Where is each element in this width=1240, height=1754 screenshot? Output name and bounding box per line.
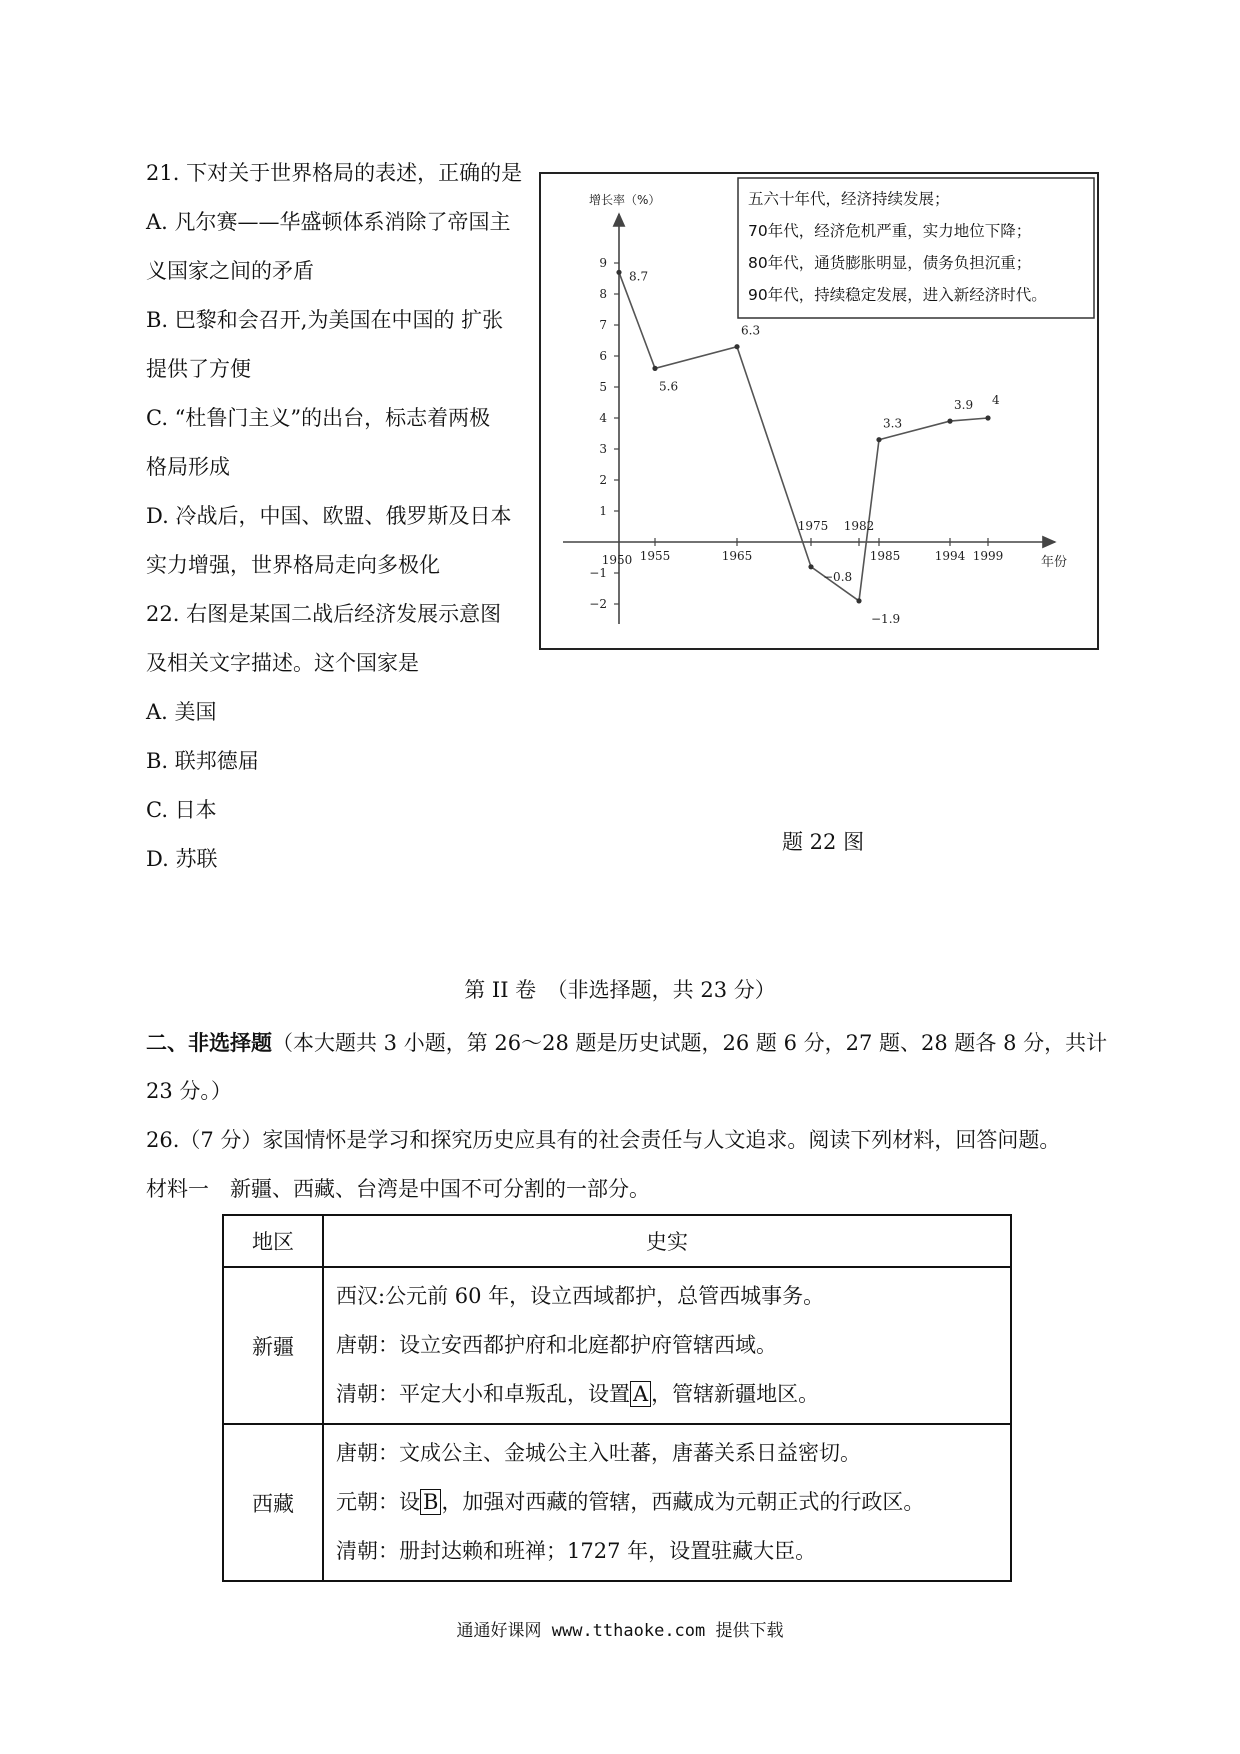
data-point bbox=[734, 344, 739, 349]
fact-text: 清朝：平定大小和卓叛乱，设置 bbox=[336, 1382, 630, 1406]
x-axis-label: 年份 bbox=[1041, 555, 1068, 570]
y-tick-label: 6 bbox=[599, 349, 607, 363]
y-tick-label: 2 bbox=[599, 473, 607, 487]
series-line bbox=[619, 272, 988, 601]
fact-line: 唐朝：设立安西都护府和北庭都护府管辖西域。 bbox=[336, 1333, 777, 1357]
x-tick-label: 1955 bbox=[639, 549, 671, 563]
material1-text: 材料一 新疆、西藏、台湾是中国不可分割的一部分。 bbox=[146, 1177, 650, 1201]
data-point bbox=[652, 366, 657, 371]
table-row bbox=[223, 1267, 1011, 1424]
table-cell-region: 新疆 bbox=[223, 1267, 323, 1424]
annotation-line: 五六十年代，经济持续发展； bbox=[748, 190, 950, 208]
q22-stem-line2: 及相关文字描述。这个国家是 bbox=[146, 651, 419, 675]
y-tick-label: 9 bbox=[599, 256, 607, 270]
part2-intro: （本大题共 3 小题，第 26～28 题是历史试题，26 题 6 分，27 题、28 题各 8 分，共计 bbox=[272, 1031, 1108, 1055]
figure-caption: 题 22 图 bbox=[782, 830, 865, 854]
table-header-facts: 史实 bbox=[323, 1215, 1011, 1267]
q21-option-a-line2: 义国家之间的矛盾 bbox=[146, 259, 314, 283]
q22-option-b: B. 联邦德届 bbox=[146, 749, 259, 773]
y-tick-label: 7 bbox=[599, 318, 607, 332]
data-point bbox=[856, 598, 861, 603]
table-cell-region: 西藏 bbox=[223, 1424, 323, 1581]
q22-option-a: A. 美国 bbox=[146, 700, 217, 724]
data-point bbox=[808, 564, 813, 569]
table-header-region: 地区 bbox=[223, 1215, 323, 1267]
fact-line bbox=[336, 1478, 998, 1527]
annotation-line: 70年代，经济危机严重，实力地位下降； bbox=[748, 222, 1032, 240]
data-label: −0.8 bbox=[823, 569, 853, 584]
q21-stem: 21. 下对关于世界格局的表述，正确的是 bbox=[146, 161, 523, 185]
table-row bbox=[223, 1424, 1011, 1581]
fact-text: 元朝：设 bbox=[336, 1490, 420, 1514]
data-label: 8.7 bbox=[629, 269, 649, 284]
annotation-line: 90年代，持续稳定发展，进入新经济时代。 bbox=[748, 286, 1047, 304]
q21-option-d-line1: D. 冷战后，中国、欧盟、俄罗斯及日本 bbox=[146, 504, 512, 528]
y-tick-label: 3 bbox=[599, 442, 607, 456]
x-tick-label: 1982 bbox=[843, 519, 875, 533]
fact-text: ，加强对西藏的管辖，西藏成为元朝正式的行政区。 bbox=[441, 1490, 925, 1514]
data-label: 6.3 bbox=[741, 323, 761, 338]
q22-option-c: C. 日本 bbox=[146, 798, 217, 822]
x-tick-label: 1985 bbox=[869, 549, 901, 563]
data-point bbox=[876, 437, 881, 442]
fact-line: 西汉:公元前 60 年，设立西域都护，总管西城事务。 bbox=[336, 1284, 825, 1308]
q21-option-b-line2: 提供了方便 bbox=[146, 357, 251, 381]
y-tick-label: 4 bbox=[599, 411, 607, 425]
chart-svg bbox=[541, 174, 1097, 648]
part2-intro-line1 bbox=[146, 1018, 1107, 1068]
y-axis-label: 增长率（%） bbox=[589, 193, 661, 207]
y-tick-label: 5 bbox=[599, 380, 607, 394]
data-point bbox=[947, 419, 952, 424]
data-label: 3.9 bbox=[954, 398, 974, 413]
q21-option-d-line2: 实力增强，世界格局走向多极化 bbox=[146, 553, 440, 577]
q21-option-c-line1: C. “杜鲁门主义”的出台，标志着两极 bbox=[146, 406, 491, 430]
part2-intro-line2: 23 分。） bbox=[146, 1079, 232, 1103]
data-point bbox=[616, 270, 621, 275]
y-tick-label: −1 bbox=[589, 566, 607, 580]
history-facts-table bbox=[222, 1214, 1012, 1582]
table-cell-facts bbox=[323, 1267, 1011, 1424]
data-label: 5.6 bbox=[659, 379, 679, 394]
part2-title: 第 II 卷 （非选择题，共 23 分） bbox=[464, 978, 776, 1002]
fact-text: ，管辖新疆地区。 bbox=[651, 1382, 820, 1406]
fact-line: 清朝：册封达赖和班禅；1727 年，设置驻藏大臣。 bbox=[336, 1539, 817, 1563]
data-point bbox=[985, 415, 990, 420]
y-tick-label: −2 bbox=[589, 597, 607, 611]
data-label: 3.3 bbox=[883, 416, 903, 431]
fact-line: 唐朝：文成公主、金城公主入吐蕃，唐蕃关系日益密切。 bbox=[336, 1441, 861, 1465]
data-label: 4 bbox=[992, 393, 1000, 407]
x-tick-label: 1950 bbox=[601, 553, 633, 567]
q21-option-c-line2: 格局形成 bbox=[146, 455, 230, 479]
x-tick-label: 1975 bbox=[797, 519, 829, 533]
economic-growth-chart bbox=[539, 172, 1099, 650]
page-footer: 通通好课网 www.tthaoke.com 提供下载 bbox=[456, 1621, 784, 1641]
table-cell-facts bbox=[323, 1424, 1011, 1581]
blank-box-b: B bbox=[420, 1489, 441, 1515]
q22-option-d: D. 苏联 bbox=[146, 847, 218, 871]
fact-line bbox=[336, 1370, 998, 1419]
annotation-line: 80年代，通货膨胀明显，债务负担沉重； bbox=[748, 254, 1032, 272]
x-tick-label: 1994 bbox=[934, 549, 966, 563]
part2-heading: 二、非选择题 bbox=[146, 1030, 272, 1055]
y-tick-label: 8 bbox=[599, 287, 607, 301]
q21-option-a-line1: A. 凡尔赛——华盛顿体系消除了帝国主 bbox=[146, 210, 511, 234]
x-tick-label: 1965 bbox=[721, 549, 753, 563]
table-header-row bbox=[223, 1215, 1011, 1267]
q26-stem: 26.（7 分）家国情怀是学习和探究历史应具有的社会责任与人文追求。阅读下列材料，回答问题。 bbox=[146, 1128, 1061, 1152]
blank-box-a: A bbox=[630, 1381, 651, 1407]
q22-stem-line1: 22. 右图是某国二战后经济发展示意图 bbox=[146, 602, 502, 626]
x-tick-label: 1999 bbox=[972, 549, 1004, 563]
y-tick-label: 1 bbox=[599, 504, 607, 518]
data-label: −1.9 bbox=[871, 611, 901, 626]
q21-option-b-line1: B. 巴黎和会召开,为美国在中国的 扩张 bbox=[146, 308, 504, 332]
